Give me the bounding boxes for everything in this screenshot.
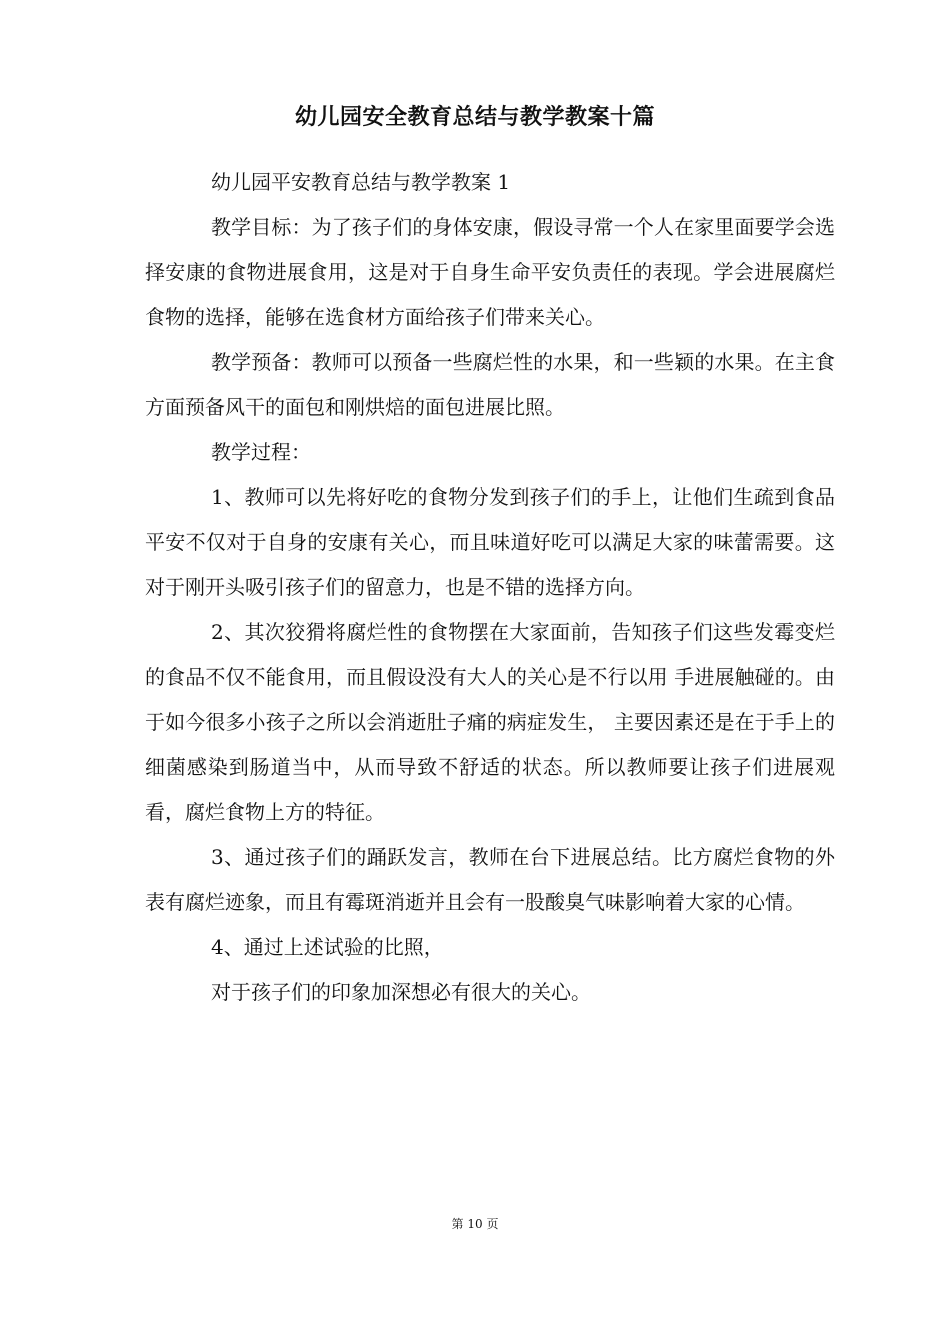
paragraph-step-4: 4、通过上述试验的比照，	[211, 935, 444, 959]
paragraph-step-3: 3、通过孩子们的踊跃发言，教师在台下进展总结。比方腐烂食物的外表有腐烂迹象，而且有霉斑消逝并且会有一股酸臭气味影响着大家的心情。	[145, 845, 835, 914]
page-number: 第 10 页	[451, 1217, 499, 1231]
lesson-heading: 幼儿园平安教育总结与教学教案 1	[211, 170, 511, 194]
paragraph-conclusion: 对于孩子们的印象加深想必有很大的关心。	[211, 980, 591, 1004]
paragraph-teaching-preparation: 教学预备：教师可以预备一些腐烂性的水果，和一些颖的水果。在主食方面预备风干的面包和刚烘焙的面包进展比照。	[145, 350, 835, 419]
paragraph-teaching-process: 教学过程：	[211, 440, 311, 464]
paragraph-teaching-goal: 教学目标：为了孩子们的身体安康，假设寻常一个人在家里面要学会选择安康的食物进展食用，这是对于自身生命平安负责任的表现。学会进展腐烂食物的选择，能够在选食材方面给孩子们带来关心。	[145, 215, 835, 329]
paragraph-step-2: 2、其次狡猾将腐烂性的食物摆在大家面前，告知孩子们这些发霉变烂的食品不仅不能食用，而且假设没有大人的关心是不行以用 手进展触碰的。由于如今很多小孩子之所以会消逝肚子痛的病症发生， 主要因素还是在于手上的细菌感染到肠道当中，从而导致不舒适的状态。所以教师要让孩子们进展观看，腐烂食物上方的特征。	[145, 620, 835, 824]
paragraph-step-1: 1、教师可以先将好吃的食物分发到孩子们的手上，让他们生疏到食品平安不仅对于自身的安康有关心，而且味道好吃可以满足大家的味蕾需要。这对于刚开头吸引孩子们的留意力，也是不错的选择方向。	[145, 485, 835, 599]
document-title: 幼儿园安全教育总结与教学教案十篇	[294, 105, 655, 130]
document-body	[145, 160, 835, 1015]
